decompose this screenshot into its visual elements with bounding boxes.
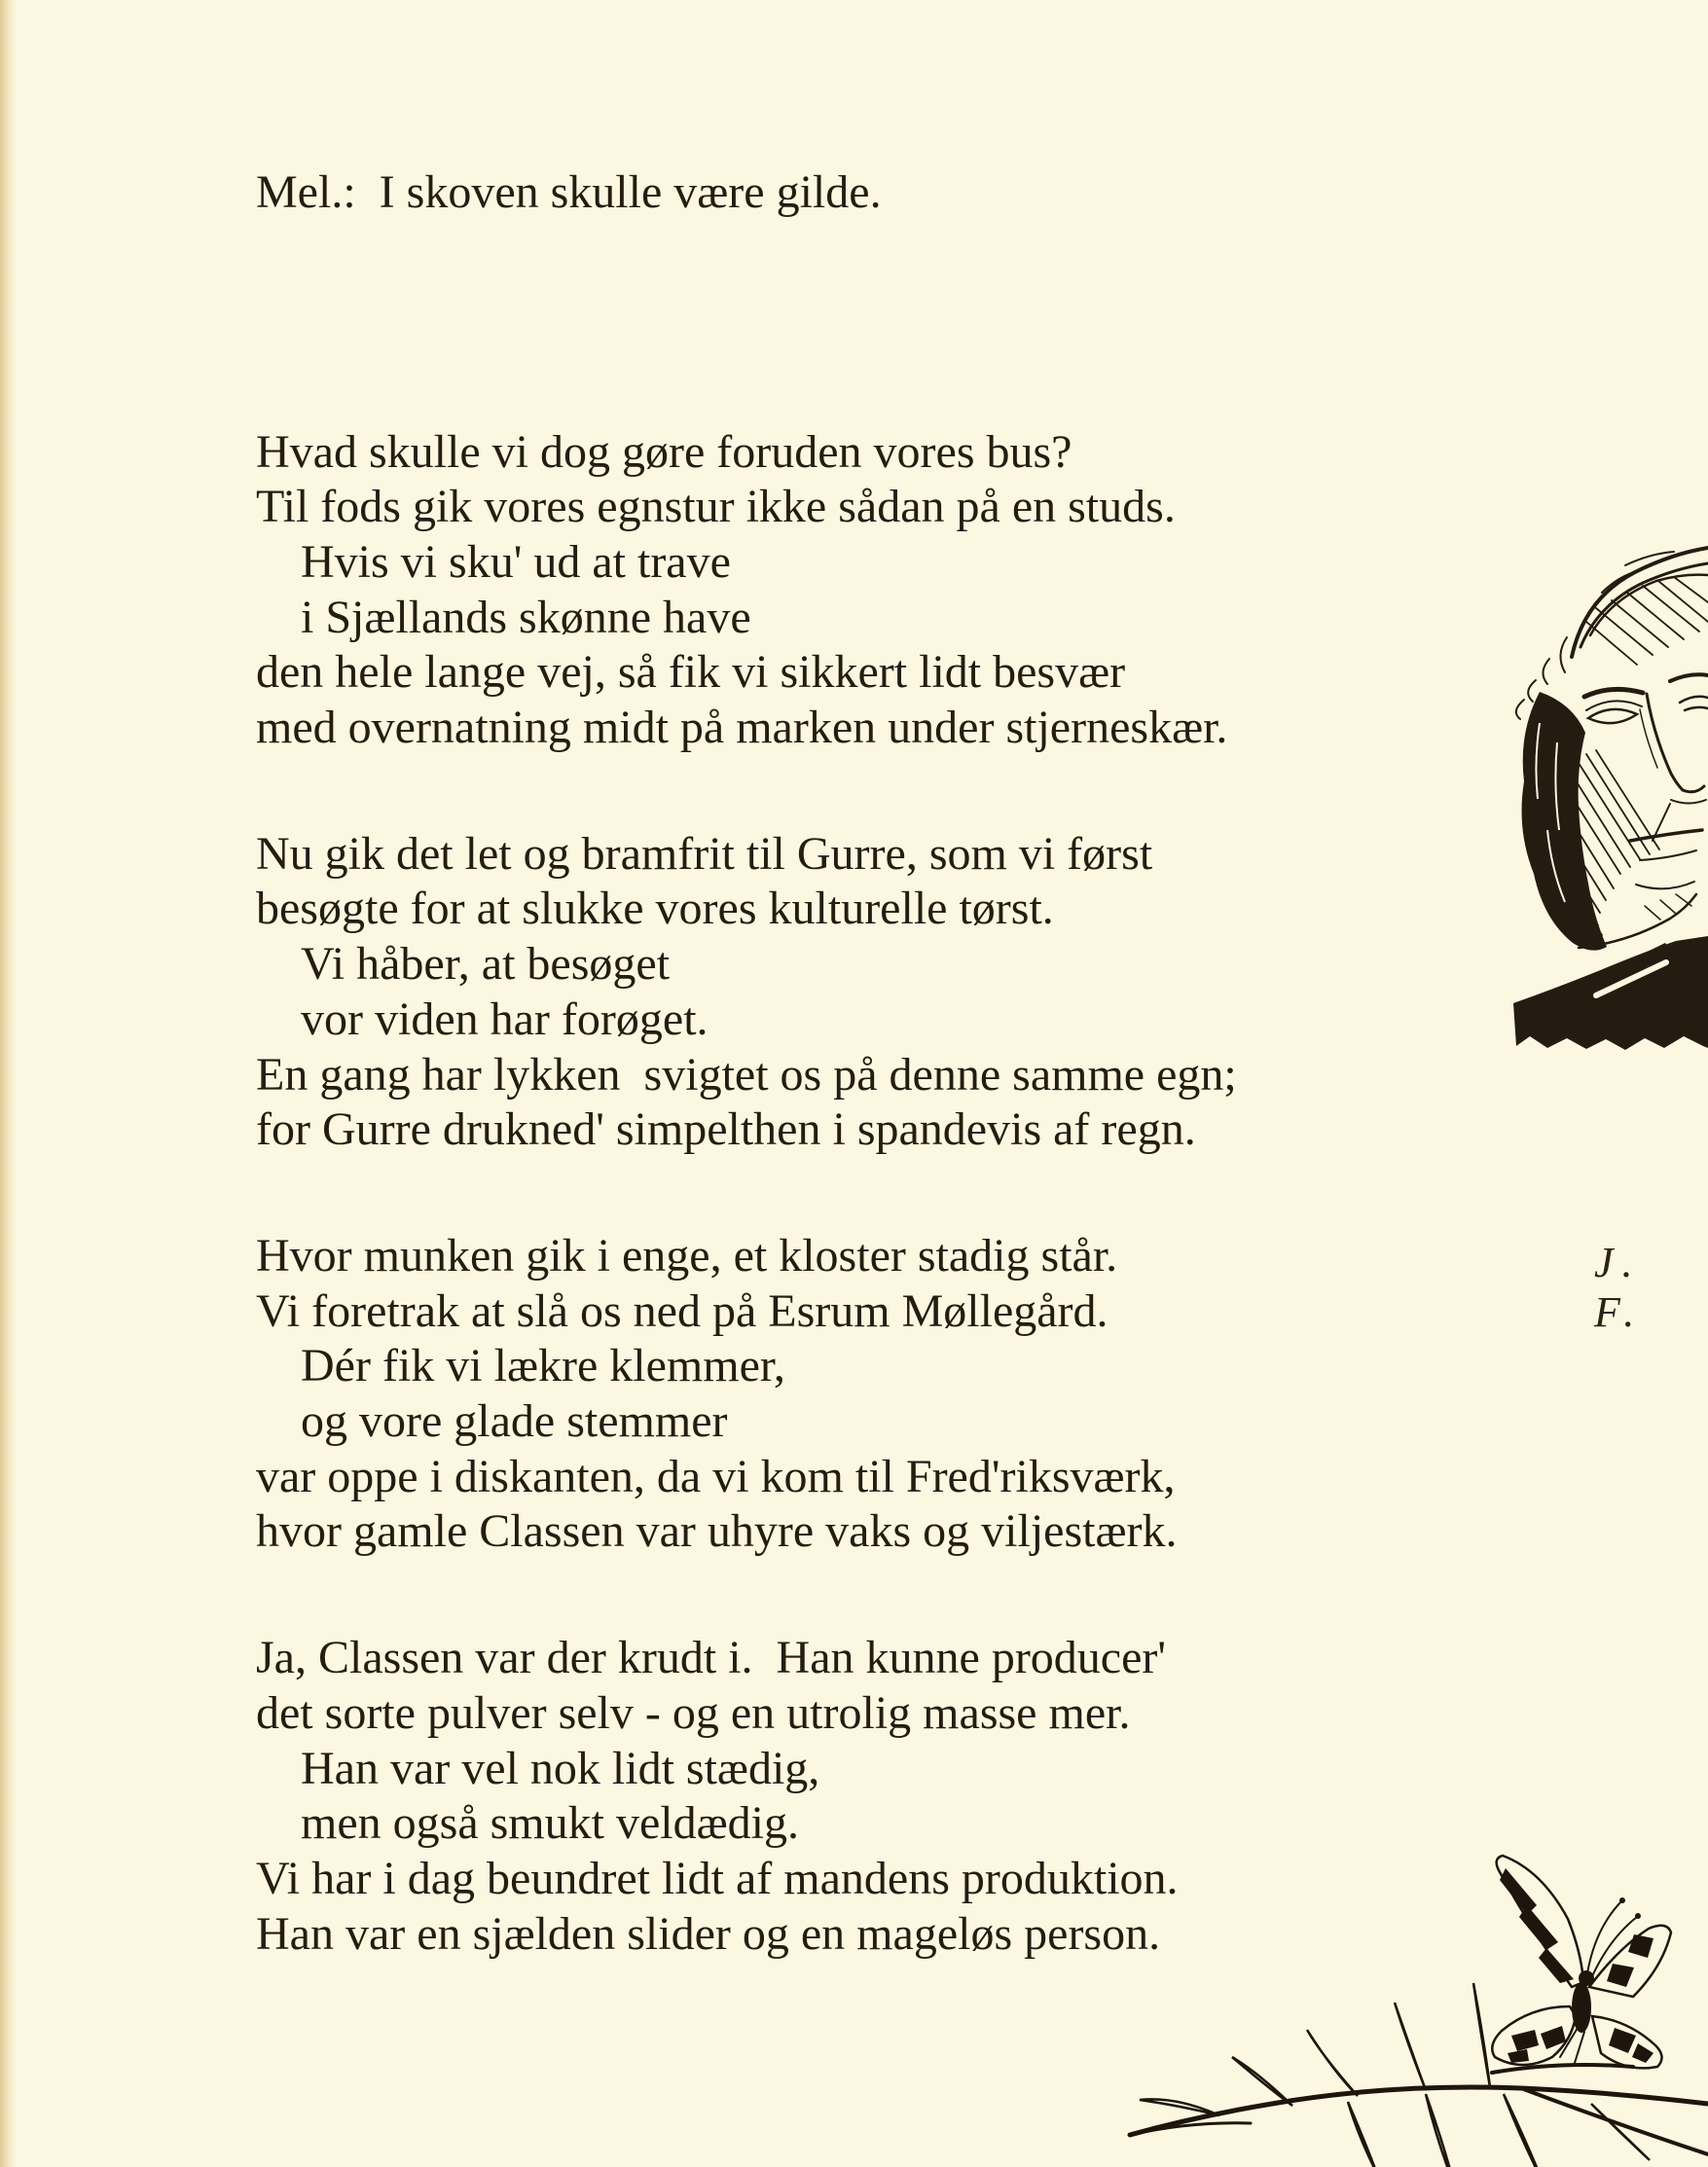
lyric-line: med overnatning midt på marken under stjerneskær. [256, 702, 1228, 754]
lyric-line: Nu gik det let og bramfrit til Gurre, som vi først [256, 827, 1153, 880]
stanza [256, 425, 1375, 756]
lyric-line: Ja, Classen var der krudt i. Han kunne producer' [256, 1632, 1167, 1684]
lyric-line: den hele lange vej, så fik vi sikkert lidt besvær [256, 646, 1126, 699]
lyric-line: En gang har lykken svigtet os på denne samme egn; [256, 1048, 1237, 1101]
lyric-line: Til fods gik vores egnstur ikke sådan på en studs. [256, 481, 1176, 533]
lyric-line: Dér fik vi lækre klemmer, [301, 1340, 785, 1392]
lyric-line: vor viden har forøget. [301, 993, 709, 1045]
lyric-line: Vi håber, at besøget [301, 938, 671, 991]
lyric-line: Hvis vi sku' ud at trave [301, 535, 731, 588]
portrait-engraving-image [1479, 538, 1708, 1059]
lyric-line: Hvor munken gik i enge, et kloster stadig står. [256, 1229, 1118, 1282]
page-edge-shadow [0, 0, 16, 2167]
lyric-line: Vi foretrak at slå os ned på Esrum Møllegård. [256, 1284, 1108, 1337]
lyric-line: Han var en sjælden slider og en mageløs person. [256, 1907, 1161, 1960]
stanza [256, 827, 1375, 1158]
lyric-line: for Gurre drukned' simpelthen i spandevis af regn. [256, 1103, 1196, 1156]
artist-signature: J. F. [1594, 1239, 1644, 1336]
lyric-line: men også smukt veldædig. [301, 1797, 799, 1850]
stanza [256, 1229, 1375, 1560]
melody-line: Mel.: I skoven skulle være gilde. [256, 166, 882, 219]
lyric-line: Hvad skulle vi dog gøre foruden vores bus? [256, 425, 1072, 478]
lyric-line: besøgte for at slukke vores kulturelle tørst. [256, 883, 1054, 935]
butterfly-sprig-illustration [1103, 1812, 1708, 2167]
lyric-line: det sorte pulver selv - og en utrolig masse mer. [256, 1686, 1131, 1739]
lyric-line: hvor gamle Classen var uhyre vaks og viljestærk. [256, 1505, 1178, 1558]
lyric-line: Vi har i dag beundret lidt af mandens produktion. [256, 1852, 1179, 1904]
stanzas [256, 425, 1375, 1963]
lyric-line: var oppe i diskanten, da vi kom til Fred'riksværk, [256, 1450, 1176, 1502]
lyric-line: og vore glade stemmer [301, 1395, 728, 1448]
lyric-line: Han var vel nok lidt stædig, [301, 1742, 820, 1794]
lyric-line: i Sjællands skønne have [301, 591, 751, 643]
